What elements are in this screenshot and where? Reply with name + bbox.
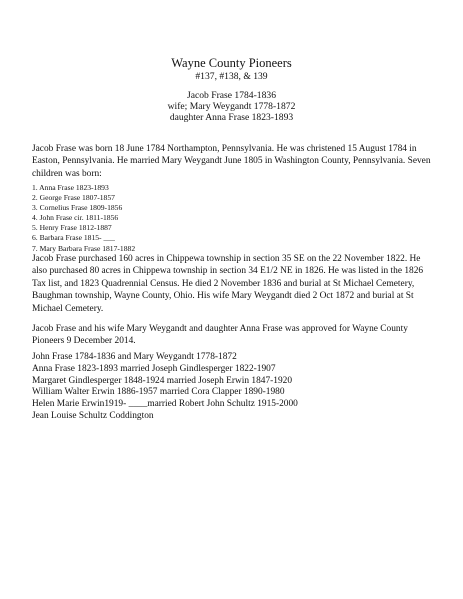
lineage-line: Anna Frase 1823-1893 married Joseph Gindlesperger 1822-1907: [32, 363, 276, 374]
approval-paragraph: Jacob Frase and his wife Mary Weygandt and daughter Anna Frase was approved for Wayne County Pioneers 9 December 2014.: [32, 324, 408, 347]
lineage-line: Helen Marie Erwin1919- ____married Robert John Schultz 1915-2000: [32, 399, 298, 410]
child-item: 5. Henry Frase 1812-1887: [32, 223, 112, 233]
child-item: 4. John Frase cir. 1811-1856: [32, 213, 119, 223]
lineage-list: [32, 352, 437, 423]
land-purchase-paragraph: Jacob Frase purchased 160 acres in Chippewa township in section 35 SE on the 22 November 1822. He also purchased 80 acres in Chippewa township in section 34 E1/2 NE in 1826. He was listed in the 1826 Tax list, and 1823 Quadrennial Census. He died 2 November 1836 and burial at St Michael Cemetery, Baughman township, Wayne County, Ohio. His wife Mary Weygandt died 2 Oct 1872 and burial at St Michael Cemetery.: [32, 254, 424, 314]
lineage-line: John Frase 1784-1836 and Mary Weygandt 1778-1872: [32, 352, 237, 362]
children-list: [32, 183, 332, 254]
intro-paragraph: Jacob Frase was born 18 June 1784 Northampton, Pennsylvania. He was christened 15 August 1784 in Easton, Pennsylvania. He married Mary Weygandt June 1805 in Washington County, Pennsylvania. Seven children was born:: [32, 144, 431, 179]
child-item: 2. George Frase 1807-1857: [32, 193, 115, 203]
lineage-line: William Walter Erwin 1886-1957 married Cora Clapper 1890-1980: [32, 387, 285, 398]
child-item: 1. Anna Frase 1823-1893: [32, 183, 109, 192]
header-person-daughter: daughter Anna Frase 1823-1893: [169, 112, 294, 123]
pioneer-numbers: #137, #138, & 139: [195, 71, 268, 82]
header-person-jacob: Jacob Frase 1784-1836: [187, 90, 276, 101]
lineage-line: Margaret Gindlesperger 1848-1924 married Joseph Erwin 1847-1920: [32, 375, 293, 386]
document-title: Wayne County Pioneers: [171, 56, 292, 70]
header-person-wife: wife; Mary Weygandt 1778-1872: [167, 101, 296, 112]
child-item: 7. Mary Barbara Frase 1817-1882: [32, 243, 136, 253]
child-item: 3. Cornelius Frase 1809-1856: [32, 203, 123, 213]
child-item: 6. Barbara Frase 1815- ___: [32, 233, 115, 243]
lineage-line: Jean Louise Schultz Coddington: [32, 410, 154, 421]
